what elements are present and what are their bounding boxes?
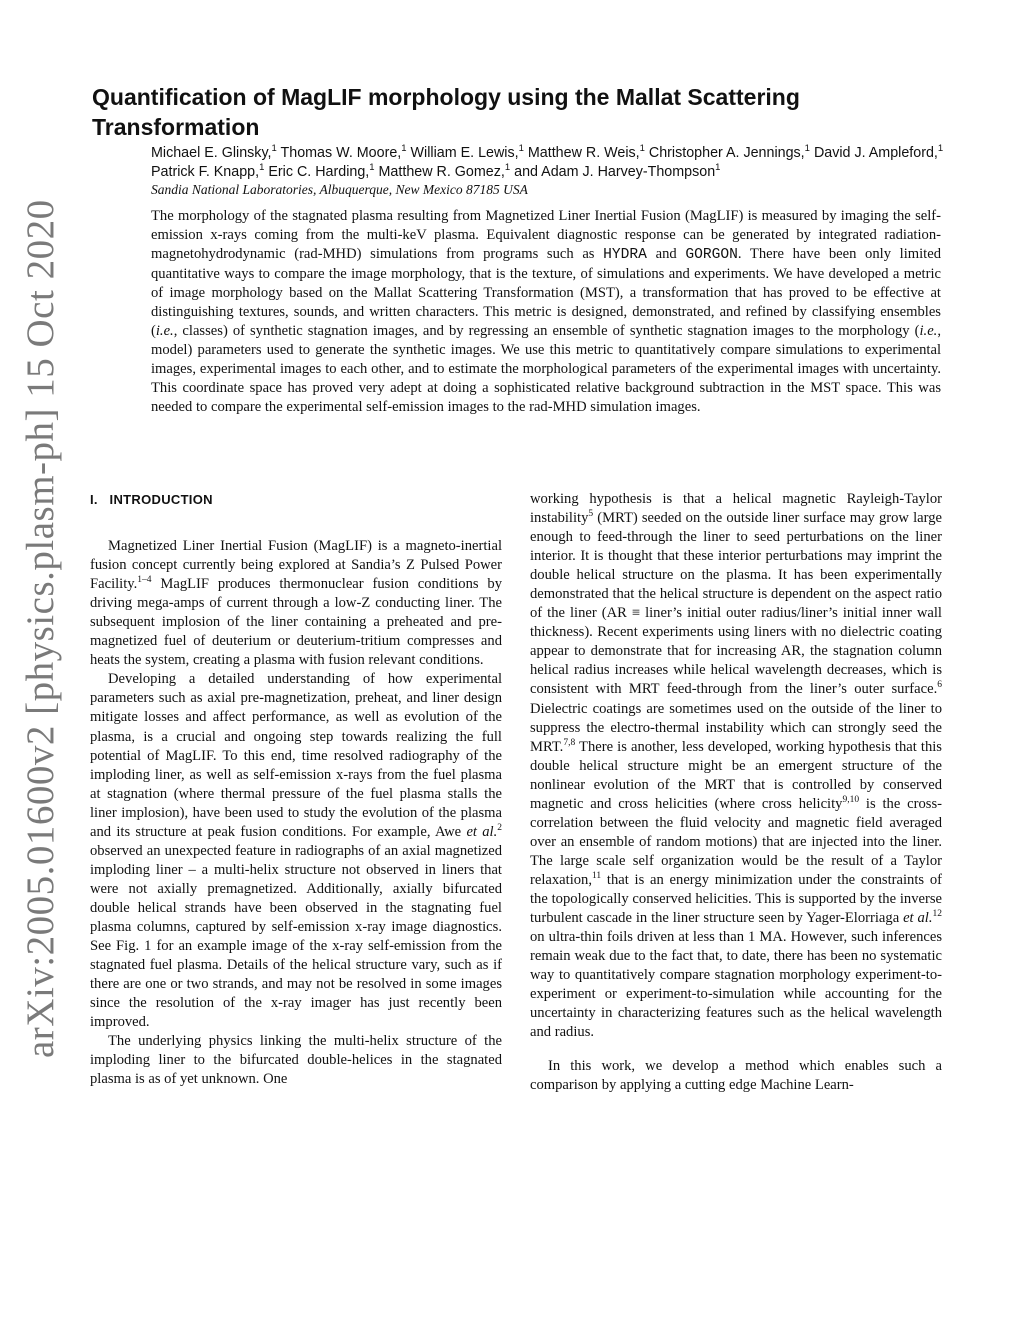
left-column <box>90 490 502 1089</box>
author: Matthew R. Weis, <box>523 145 640 161</box>
abstract-text: , model) parameters used to generate the synthetic images. We use this metric to quantitatively compare simulations to experimental images, experimental images to each other, and to estimate the morphological parameters of the experimental images with uncertainty. This coordinate space has proved very adept at doing a sophisticated relative background subtraction in the MST space. This was needed to compare the experimental self-emission images to the rad-MHD simulation images. <box>151 323 941 416</box>
section-heading: I. INTRODUCTION <box>90 492 213 507</box>
author: and Adam J. Harvey-Thompson <box>510 164 716 180</box>
et-al: et al. <box>903 910 933 927</box>
author: Michael E. Glinsky, <box>151 145 272 161</box>
author-list <box>151 144 951 182</box>
et-al: et al. <box>466 823 498 840</box>
abstract-emphasis: i.e. <box>155 323 174 340</box>
citation[interactable]: 12 <box>932 909 942 920</box>
abstract-text: . There have been only limited quantitative ways to compare the image morphology, that is the texture, of simulations and experiments. We have developed a metric of image morphology based on the Mallat Scattering Transformation (MST), a transformation that has proved to be effective at distinguishing textures, sounds, and written characters. This metric is designed, demonstrated, and refined by classifying ensembles ( <box>151 246 941 340</box>
author: Patrick F. Knapp, <box>151 164 260 180</box>
body-text: Magnetized Liner Inertial Fusion (MagLIF) is a magneto-inertial fusion concept currently being explored at Sandia’s Z Pulsed Power Facility. <box>90 538 502 593</box>
body-text: (MRT) seeded on the outside liner surface may grow large enough to feed-through the liner to seed perturbations on the liner interior. It is thought that these interior perturbations may imprint the double helical structure on the plasma. It has been experimentally demonstrated that the helical structure is dependent on the aspect ratio of the liner (AR ≡ liner’s initial outer radius/liner’s initial inner wall thickness). Recent experiments using liners with no dielectric coating appear to demonstrate that for increasing AR, the stagnation column helical radius increases while helical wavelength decreases, which is consistent with MRT feed-through from the liner’s outer surface. <box>530 510 942 698</box>
intro-paragraph <box>90 670 502 1032</box>
body-text: on ultra-thin foils driven at less than 1 MA. However, such inferences remain weak due to the fact that, to date, there has been no systematic way to quantitatively compare stagnation morphology experiment-to-experiment or experiment-to-simulation while accounting for the uncertainty in characterizing features such as the helical wavelength and radius. <box>530 929 942 1041</box>
intro-paragraph <box>90 537 502 670</box>
affiliation-mark: 1 <box>271 143 277 155</box>
citation[interactable]: 5 <box>588 509 594 520</box>
code-name-gorgon: GORGON <box>685 247 738 264</box>
body-text: MagLIF produces thermonuclear fusion conditions by driving mega-amps of current through a low-Z conducting liner. The subsequent implosion of the liner containing a preheated and pre-magnetized fuel of deuterium or deuterium-tritium compresses and heats the system, creating a plasma with fusion relevant conditions. <box>90 576 502 669</box>
abstract-text: The morphology of the stagnated plasma resulting from Magnetized Liner Inertial Fusion (MagLIF) is measured by imaging the self-emission x-rays coming from the multi-keV plasma. Equivalent diagnostic response can be generated by integrated radiation-magnetohydrodynamic (rad-MHD) simulations from programs such as <box>151 208 941 263</box>
intro-paragraph-continued <box>530 490 942 1042</box>
author: Eric C. Harding, <box>264 164 370 180</box>
affiliation-mark: 1 <box>937 143 944 155</box>
author: Matthew R. Gomez, <box>374 164 505 180</box>
author: William E. Lewis, <box>406 145 519 161</box>
affiliation-mark: 1 <box>715 162 721 174</box>
right-column <box>530 490 942 1095</box>
body-text: that is an energy minimization under the constraints of the topologically conserved helicities. This is supported by the inverse turbulent cascade in the liner structure seen by Yager-Elorriaga <box>530 871 942 927</box>
body-text: Dielectric coatings are sometimes used on the outside of the liner to suppress the electro-thermal instability which can strongly seed the MRT. <box>530 700 942 755</box>
author: Thomas W. Moore, <box>276 145 402 161</box>
citation[interactable]: 1–4 <box>137 575 152 586</box>
code-name-hydra: HYDRA <box>603 247 647 264</box>
abstract-emphasis: i.e. <box>919 323 938 340</box>
citation[interactable]: 7,8 <box>563 737 576 748</box>
intro-paragraph: In this work, we develop a method which enables such a comparison by applying a cutting edge Machine Learn- <box>530 1058 942 1094</box>
affiliation: Sandia National Laboratories, Albuquerque, New Mexico 87185 USA <box>151 182 528 197</box>
author: David J. Ampleford, <box>809 145 938 161</box>
body-text: is the cross-correlation between the fluid velocity and magnetic field averaged over an ensemble of random motions) that are injected into the liner. The large scale self organization would be the result of a Taylor relaxation, <box>530 795 942 888</box>
abstract-text: , classes) of synthetic stagnation images, and by regressing an ensemble of synthetic stagnation images to the morphology ( <box>173 323 920 340</box>
citation[interactable]: 11 <box>592 871 602 882</box>
affiliation-mark: 1 <box>639 143 645 155</box>
author: Christopher A. Jennings, <box>644 145 805 161</box>
body-text: observed an unexpected feature in radiographs of an axial magnetized imploding liner – a multi-helix structure not observed in liners that were not axially premagnetized. Additionally, axially bifurcated double helical strands have been observed in the stagnating fuel plasma columns, captured by self-emission x-ray image diagnostics. See Fig. 1 for an example image of the x-ray self-emission from the stagnated fuel plasma. Details of the helical structure vary, such as if there are one or two strands, and may not be resolved in some images since the resolution of the x-ray imager has just recently been improved. <box>90 842 502 1031</box>
body-text: working hypothesis is that a helical magnetic Rayleigh-Taylor instability <box>530 491 942 527</box>
abstract-text: and <box>646 246 686 263</box>
body-text: There is another, less developed, working hypothesis that this double helical structure might be an emergent structure of the nonlinear evolution of the MRT that is controlled by conserved magnetic and cross helicities (where cross helicity <box>530 738 942 812</box>
affiliation-mark: 1 <box>259 162 265 174</box>
citation[interactable]: 9,10 <box>842 794 860 805</box>
affiliation-mark: 1 <box>504 162 511 174</box>
abstract <box>151 207 941 418</box>
intro-paragraph: The underlying physics linking the multi-helix structure of the imploding liner to the bifurcated double-helices in the stagnated plasma is as of yet unknown. One <box>90 1033 502 1088</box>
affiliation-mark: 1 <box>401 143 407 155</box>
citation[interactable]: 2 <box>497 822 502 833</box>
arxiv-identifier-stamp: arXiv:2005.01600v2 [physics.plasm-ph] 15 Oct 2020 <box>19 199 62 1058</box>
paper-title: Quantification of MagLIF morphology using the Mallat Scattering Transformation <box>92 84 800 140</box>
affiliation-mark: 1 <box>804 143 810 155</box>
affiliation-mark: 1 <box>518 143 524 155</box>
affiliation-mark: 1 <box>369 162 375 174</box>
citation[interactable]: 6 <box>937 680 942 691</box>
body-text: Developing a detailed understanding of how experimental parameters such as axial pre-magnetization, preheat, and liner design mitigate losses and affect performance, as well as evolution of the plasma, is a crucial and ongoing step towards realizing the full potential of MagLIF. To this end, time resolved radiography of the imploding liner, as well as self-emission x-rays from the fuel plasma at stagnation (where thermal pressure of the fuel plasma stalls the liner implosion), have been used to study the evolution of the plasma and its structure at peak fusion conditions. For example, Awe <box>90 671 502 840</box>
